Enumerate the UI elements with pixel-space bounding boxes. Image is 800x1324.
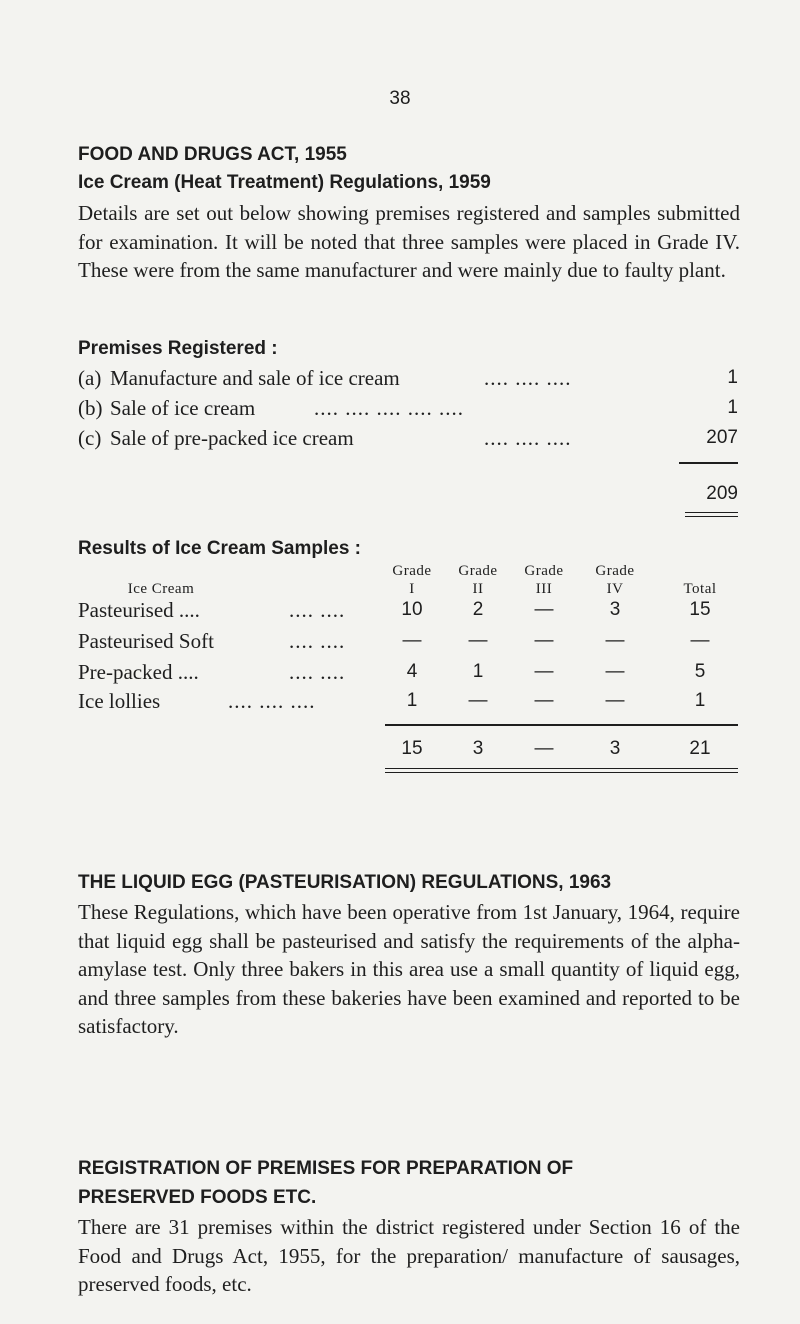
premises-row: [78, 426, 738, 456]
page-number: 38: [389, 88, 411, 109]
total-grade-1: 15: [401, 738, 423, 759]
row-name: Pre-packed ....: [78, 660, 199, 684]
section-heading-food-drugs-act: FOOD AND DRUGS ACT, 1955: [78, 144, 347, 165]
cell-grade-4: —: [605, 661, 625, 682]
cell-grade-4: —: [605, 630, 625, 651]
total-overall: 21: [689, 738, 711, 759]
premises-letter: (b): [78, 396, 103, 420]
premises-heading: Premises Registered :: [78, 338, 278, 359]
col-header-bottom: III: [535, 581, 553, 597]
total-double-rule-bottom: [685, 516, 738, 517]
cell-grade-2: —: [468, 690, 488, 711]
col-header-top: Grade: [524, 563, 564, 579]
leader-dots: .... ....: [289, 629, 346, 653]
total-double-rule-top: [685, 512, 738, 513]
cell-grade-3: —: [534, 599, 554, 620]
cell-total: 5: [694, 661, 706, 682]
cell-grade-1: 4: [406, 661, 418, 682]
intro-paragraph: Details are set out below showing premises registered and samples submitted for examination. It will be noted that three samples were placed in Grade IV. These were from the same manufacturer and were mainly due to faulty plant.: [78, 201, 740, 283]
cell-total: —: [690, 630, 710, 651]
premises-row: [78, 366, 738, 396]
col-header-top: Grade: [392, 563, 432, 579]
col-header-bottom: I: [409, 581, 415, 597]
total-grade-2: 3: [472, 738, 484, 759]
table-double-rule-top: [385, 768, 738, 769]
premises-letter: (c): [78, 426, 102, 450]
total-grade-3: —: [534, 738, 554, 759]
row-name: Pasteurised Soft: [78, 629, 214, 653]
col-header-bottom: II: [472, 581, 484, 597]
section-heading-registration-line1: REGISTRATION OF PREMISES FOR PREPARATION OF: [78, 1158, 574, 1179]
subtotal-rule: [679, 462, 738, 464]
cell-total: 15: [689, 599, 711, 620]
cell-grade-2: —: [468, 630, 488, 651]
cell-grade-4: 3: [609, 599, 621, 620]
col-header-top: Grade: [458, 563, 498, 579]
results-heading: Results of Ice Cream Samples :: [78, 538, 361, 559]
row-name: Pasteurised ....: [78, 598, 200, 622]
leader-dots: .... ....: [289, 598, 346, 622]
premises-total: 209: [706, 483, 738, 504]
premises-letter: (a): [78, 366, 102, 390]
row-header: Ice Cream: [127, 581, 195, 597]
subheading-ice-cream-regulations: Ice Cream (Heat Treatment) Regulations, 1959: [78, 172, 491, 193]
cell-grade-2: 2: [472, 599, 484, 620]
section-heading-liquid-egg: THE LIQUID EGG (PASTEURISATION) REGULATIONS, 1963: [78, 872, 612, 893]
cell-grade-4: —: [605, 690, 625, 711]
premises-value: 207: [706, 427, 738, 448]
cell-grade-3: —: [534, 661, 554, 682]
total-grade-4: 3: [609, 738, 621, 759]
premises-value: 1: [727, 367, 738, 388]
col-header-top: Grade: [595, 563, 635, 579]
leader-dots: .... ....: [289, 660, 346, 684]
premises-value: 1: [727, 397, 738, 418]
premises-label: Sale of pre-packed ice cream: [110, 426, 354, 450]
liquid-egg-paragraph: These Regulations, which have been operative from 1st January, 1964, require that liquid egg shall be pasteurised and satisfy the requirements of the alpha-amylase test. Only three bakers in this area use a small quantity of liquid egg, and three samples from these bakeries have been examined and reported to be satisfactory.: [78, 900, 740, 1039]
cell-grade-1: 1: [406, 690, 418, 711]
premises-row: [78, 396, 738, 426]
premises-label: Sale of ice cream: [110, 396, 256, 420]
cell-grade-3: —: [534, 690, 554, 711]
cell-grade-1: 10: [401, 599, 423, 620]
cell-total: 1: [694, 690, 706, 711]
registration-paragraph: There are 31 premises within the district registered under Section 16 of the Food and Drugs Act, 1955, for the preparation/ manufacture of sausages, preserved foods, etc.: [78, 1215, 740, 1297]
premises-label: Manufacture and sale of ice cream: [110, 366, 400, 390]
leader-dots: .... .... ....: [228, 689, 316, 713]
row-name: Ice lollies: [78, 689, 161, 713]
cell-grade-1: —: [402, 630, 422, 651]
cell-grade-3: —: [534, 630, 554, 651]
table-total-rule: [385, 724, 738, 726]
table-double-rule-bottom: [385, 772, 738, 773]
col-header-bottom: IV: [606, 581, 624, 597]
col-header-bottom: Total: [683, 581, 717, 597]
section-heading-registration-line2: PRESERVED FOODS ETC.: [78, 1187, 317, 1208]
leader-dots: .... .... .... .... ....: [314, 396, 464, 420]
leader-dots: .... .... ....: [484, 366, 572, 390]
leader-dots: .... .... ....: [484, 426, 572, 450]
cell-grade-2: 1: [472, 661, 484, 682]
